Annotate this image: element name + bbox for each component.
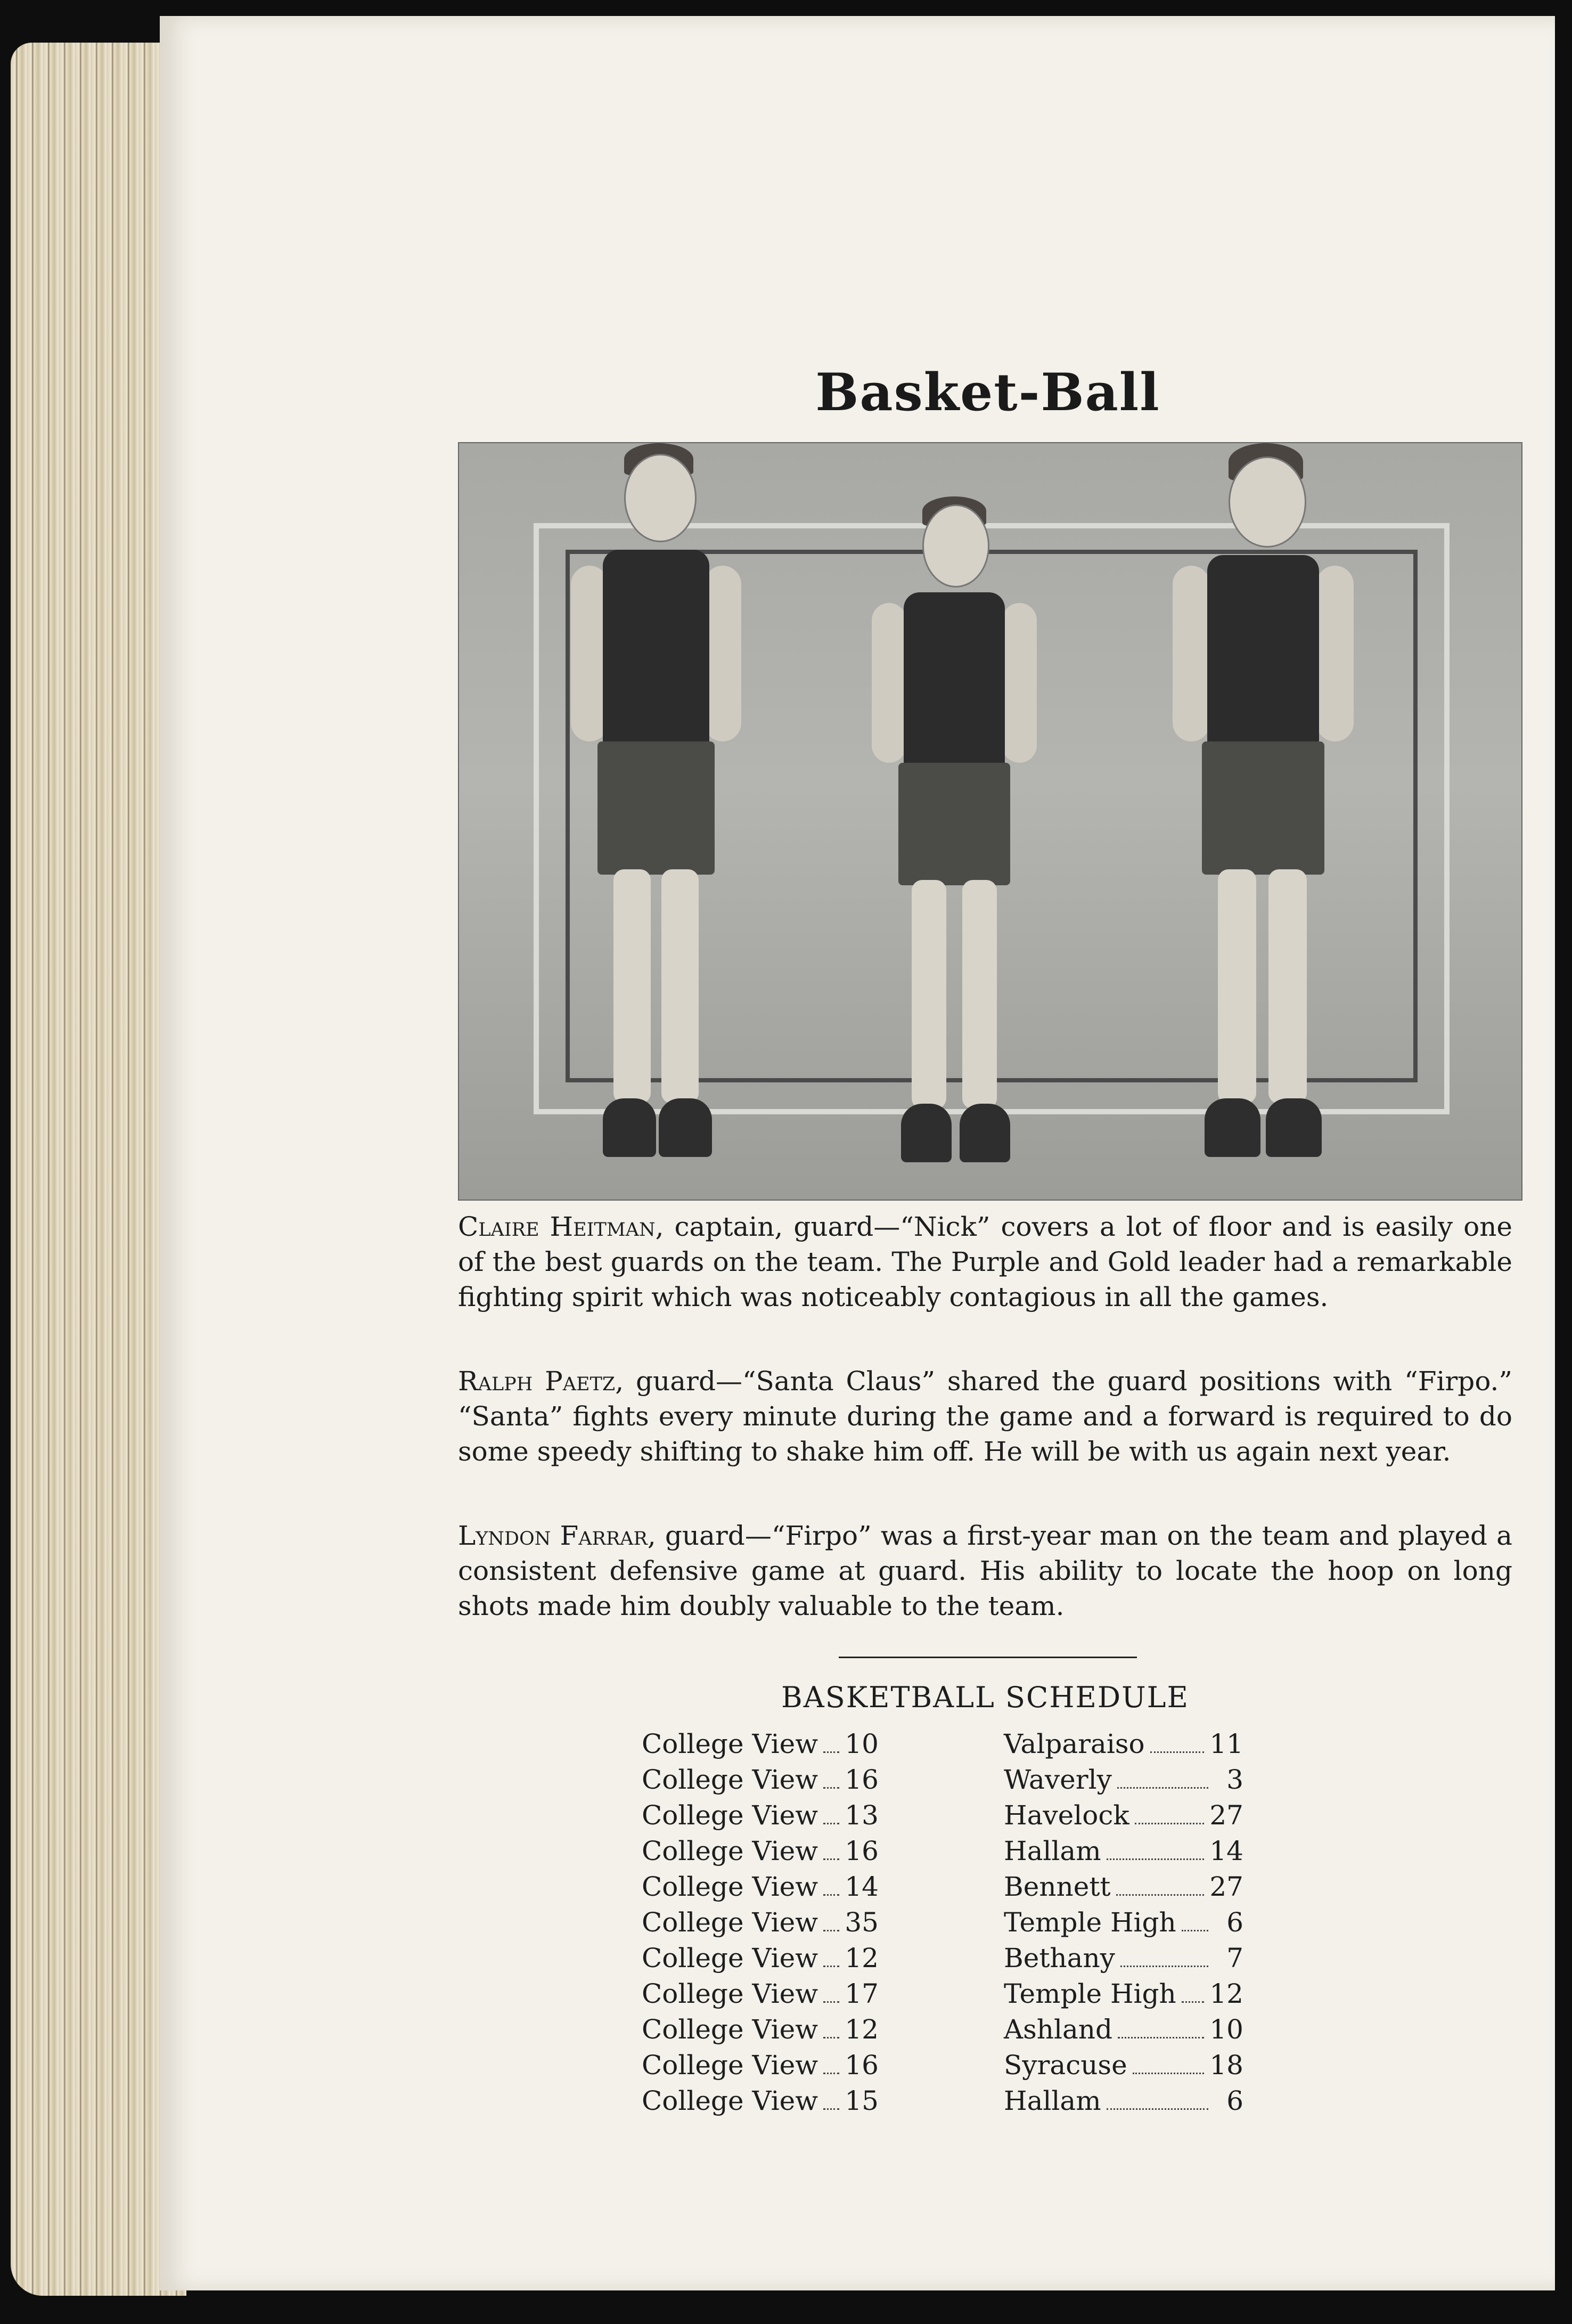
team-name: College View <box>642 1943 818 1974</box>
player-paragraph-farrar <box>458 1518 1512 1624</box>
team-name: College View <box>642 1764 818 1795</box>
team-score: 16 <box>845 1764 879 1795</box>
schedule-row <box>642 2085 879 2121</box>
team-name: College View <box>642 1978 818 2009</box>
schedule-row <box>1004 1943 1243 1978</box>
opponent-score: 10 <box>1209 2014 1243 2045</box>
schedule-row <box>1004 1978 1243 2014</box>
team-score: 12 <box>845 1943 879 1974</box>
opponent-score: 12 <box>1209 1978 1243 2009</box>
schedule-row <box>642 1800 879 1836</box>
opponent-name: Waverly <box>1004 1764 1112 1795</box>
team-score: 15 <box>845 2085 879 2116</box>
player-figure <box>566 443 747 1189</box>
schedule-row <box>1004 1836 1243 1871</box>
player-name: Ralph Paetz <box>458 1366 616 1397</box>
schedule-row <box>1004 2085 1243 2121</box>
team-score: 35 <box>845 1907 879 1938</box>
team-name: College View <box>642 1728 818 1759</box>
schedule-title: BASKETBALL SCHEDULE <box>781 1681 1189 1714</box>
player-paragraph-paetz <box>458 1364 1512 1469</box>
opponent-name: Syracuse <box>1004 2050 1127 2081</box>
team-name: College View <box>642 2085 818 2116</box>
schedule-row <box>1004 1764 1243 1800</box>
schedule-row <box>642 2050 879 2085</box>
opponent-name: Ashland <box>1004 2014 1112 2045</box>
player-paragraph-heitman <box>458 1209 1512 1315</box>
schedule-row <box>1004 1871 1243 1907</box>
opponent-score: 6 <box>1226 1907 1243 1938</box>
schedule-home-column <box>642 1728 879 2121</box>
schedule-row <box>642 2014 879 2050</box>
section-divider <box>839 1657 1137 1658</box>
opponent-score: 3 <box>1226 1764 1243 1795</box>
opponent-name: Bennett <box>1004 1871 1111 1902</box>
player-name: Claire Heitman <box>458 1211 656 1242</box>
team-name: College View <box>642 1871 818 1902</box>
player-description: , guard—“Santa Claus” shared the guard positions with “Firpo.” “Santa” fights every minute during the game and a forward is required to do some speedy shifting to shake him off. He will be with us again next year. <box>458 1366 1512 1467</box>
schedule-row <box>642 1871 879 1907</box>
schedule-row <box>1004 1800 1243 1836</box>
team-score: 16 <box>845 1836 879 1866</box>
player-name: Lyndon Farrar <box>458 1520 648 1551</box>
schedule-row <box>1004 1907 1243 1943</box>
opponent-score: 11 <box>1209 1728 1243 1759</box>
opponent-name: Hallam <box>1004 2085 1101 2116</box>
opponent-name: Bethany <box>1004 1943 1115 1974</box>
schedule-row <box>1004 2050 1243 2085</box>
team-score: 12 <box>845 2014 879 2045</box>
page-content <box>458 16 1518 2290</box>
schedule-row <box>1004 1728 1243 1764</box>
opponent-score: 27 <box>1209 1800 1243 1831</box>
team-photo <box>458 442 1522 1201</box>
opponent-score: 14 <box>1209 1836 1243 1866</box>
team-score: 14 <box>845 1871 879 1902</box>
opponent-name: Temple High <box>1004 1907 1176 1938</box>
player-figure <box>869 496 1039 1189</box>
opponent-score: 18 <box>1209 2050 1243 2081</box>
schedule-row <box>642 1907 879 1943</box>
opponent-name: Temple High <box>1004 1978 1176 2009</box>
schedule-row <box>642 1943 879 1978</box>
team-name: College View <box>642 2050 818 2081</box>
team-name: College View <box>642 1907 818 1938</box>
schedule-row <box>642 1764 879 1800</box>
opponent-name: Valparaiso <box>1004 1728 1145 1759</box>
yearbook-page <box>160 16 1555 2290</box>
opponent-score: 27 <box>1209 1871 1243 1902</box>
opponent-score: 7 <box>1226 1943 1243 1974</box>
player-description: , guard—“Firpo” was a first-year man on the team and played a consistent defensive game at guard. His ability to locate the hoop on long shots made him doubly valuable to the team. <box>458 1520 1512 1621</box>
page-heading: Basket-Ball <box>815 362 1160 422</box>
team-score: 16 <box>845 2050 879 2081</box>
schedule-row <box>642 1728 879 1764</box>
schedule-row <box>642 1836 879 1871</box>
opponent-name: Havelock <box>1004 1800 1129 1831</box>
player-description: , captain, guard—“Nick” covers a lot of floor and is easily one of the best guards on the team. The Purple and Gold leader had a remarkable fighting spirit which was noticeably contagious in all the games. <box>458 1211 1512 1312</box>
schedule-row <box>642 1978 879 2014</box>
opponent-name: Hallam <box>1004 1836 1101 1866</box>
team-name: College View <box>642 1800 818 1831</box>
schedule-opponent-column <box>1004 1728 1243 2121</box>
opponent-score: 6 <box>1226 2085 1243 2116</box>
team-name: College View <box>642 2014 818 2045</box>
schedule-row <box>1004 2014 1243 2050</box>
team-name: College View <box>642 1836 818 1866</box>
team-score: 13 <box>845 1800 879 1831</box>
player-figure <box>1167 443 1359 1189</box>
team-score: 17 <box>845 1978 879 2009</box>
team-score: 10 <box>845 1728 879 1759</box>
